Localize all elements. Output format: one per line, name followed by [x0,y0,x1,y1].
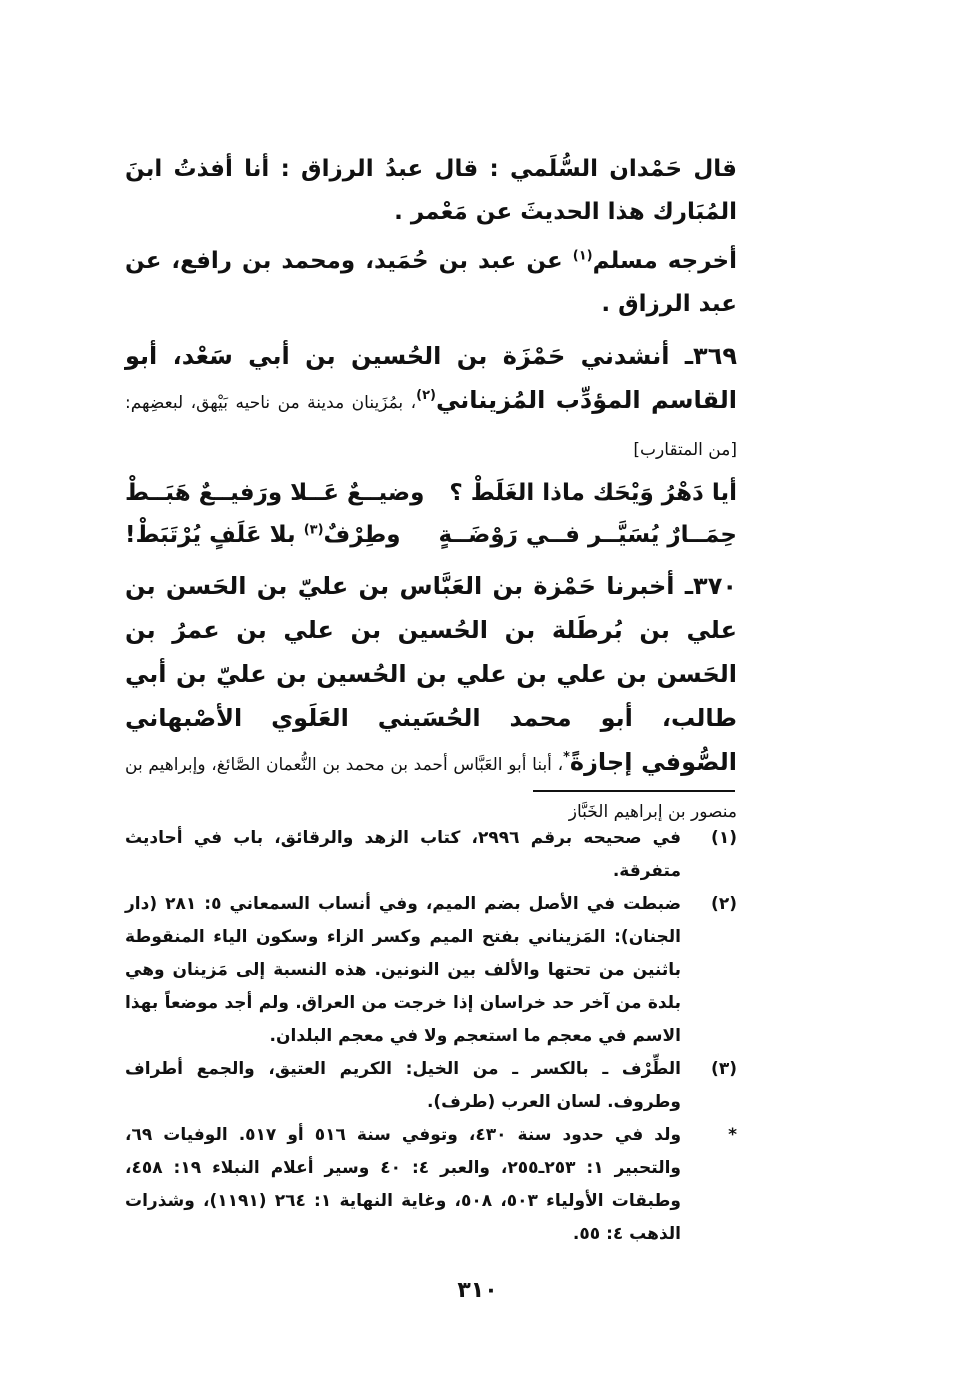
footnote-text: ضبطت في الأصل بضم الميم، وفي أنساب السمعاني ٥: ٢٨١ (دار الجنان): المَزيناني بفتح الميم وكسر الزاء وسكون الياء المنقوطة باثنين من تحتها والألف بين النونين. هذه النسبة إلى مَزينان وهي بلدة من آخر حد خراسان إذا خرجت من العراق. ولم أجد موضعاً بهذا الاسم في معجم ما استعجم ولا في معجم البلدان. [125,894,681,1046]
paragraph-salami [125,148,737,234]
entry-370 [125,564,737,834]
paragraph-salami-text: قال حَمْدان السُّلَمي : قال عبدُ الرزاق : أنا أفذتُ ابنَ المُبَارك هذا الحديثَ عن مَعْمر . [125,156,737,225]
footnote-marker: * [728,1125,737,1145]
entry-370-heading: ٣٧٠ـ أخبرنا حَمْزة بن العَبَّاس بن عليّ بن الحَسن بن علي بن بُرطَلة بن الحُسين بن علي بن عمرُ بن الحَسن بن علي بن علي بن الحُسين بن عليّ بن أبي طالب، أبو محمد الحُسَيني العَلَوي الأصْبهاني الصُّوفي إجازةً [125,572,737,776]
footnote-marker: (٣) [711,1059,737,1079]
footnote-divider [533,790,735,792]
page-number: ٣١٠ [457,1278,498,1303]
entry-370-tail: ، أبنا أبو العَبَّاس أحمد بن محمد بن النُّعمان الصَّائغ، وإبراهيم بن منصور بن إبراهيم الخَبَّاز [125,755,737,822]
verse-2-second-pre: وطِرْفٌ [323,522,401,548]
footnote-marker: (١) [711,828,737,848]
footnotes [125,822,737,1251]
verse-2-first-hemistich: حِمَــارٌ يُسَيَّــر فــي رَوْضَــةٍ [438,522,737,548]
footnote-ref-star: * [563,750,570,765]
verse-2-second-hemistich [125,514,401,556]
main-text [125,148,737,834]
footnote-ref-2: (٢) [416,388,436,403]
verse-1-second-hemistich: وضيــعٌ عَــلا ورَفيــعٌ هَبَــطْ [125,480,425,506]
paragraph-takhrij [125,240,737,326]
footnote-ref-1: (١) [572,248,593,264]
footnote-marker: (٢) [711,894,737,914]
verse-line-1 [125,472,737,514]
footnote-1 [125,822,737,888]
footnote-text: في صحيحه برقم ٢٩٩٦، كتاب الزهد والرقائق، باب في أحاديث متفرقة. [125,828,682,881]
footnote-ref-3: (٣) [303,522,324,538]
verse-1-first-hemistich: أيا دَهْرُ وَيْحَك ماذا الغَلَطْ ؟ [449,480,737,506]
entry-369-tail: ، بمُزَينان مدينة من ناحيه بَيْهق، لبعضِهم: [من المتقارب] [125,393,737,460]
footnote-text: الطِّرْف ـ بالكسر ـ من الخيل: الكريم العتيق، والجمع أطراف وطروف. لسان العرب (طرف). [125,1059,681,1112]
entry-369 [125,334,737,472]
verse-2-second-post: بلا عَلَفٍ يُرْتَبَطْ! [125,522,304,548]
entry-369-heading: ٣٦٩ـ أنشدني حَمْزَة بن الحُسين بن أبي سَعْد، أبو القاسم المؤدِّب المُزيناني [125,342,737,414]
footnote-text: ولد في حدود سنة ٤٣٠، وتوفي سنة ٥١٦ أو ٥١٧. الوفيات ٦٩، والتحبير ١: ٢٥٣ـ٢٥٥، والعبر ٤: ٤٠ وسير أعلام النبلاء ١٩: ٤٥٨، وطبقات الأولياء ٥٠٣، ٥٠٨، وغاية النهاية ١: ٢٦٤ (١١٩١)، وشذرات الذهب ٤: ٥٥. [125,1125,682,1244]
verse-line-2 [125,514,737,556]
takhrij-text-a: أخرجه مسلم [592,248,737,274]
footnote-3 [125,1053,737,1119]
footnote-star [125,1119,737,1251]
takhrij-text-b: عن عبد بن حُمَيد، ومحمد بن رافع، عن عبد الرزاق . [125,248,737,317]
footnote-2 [125,888,737,1053]
